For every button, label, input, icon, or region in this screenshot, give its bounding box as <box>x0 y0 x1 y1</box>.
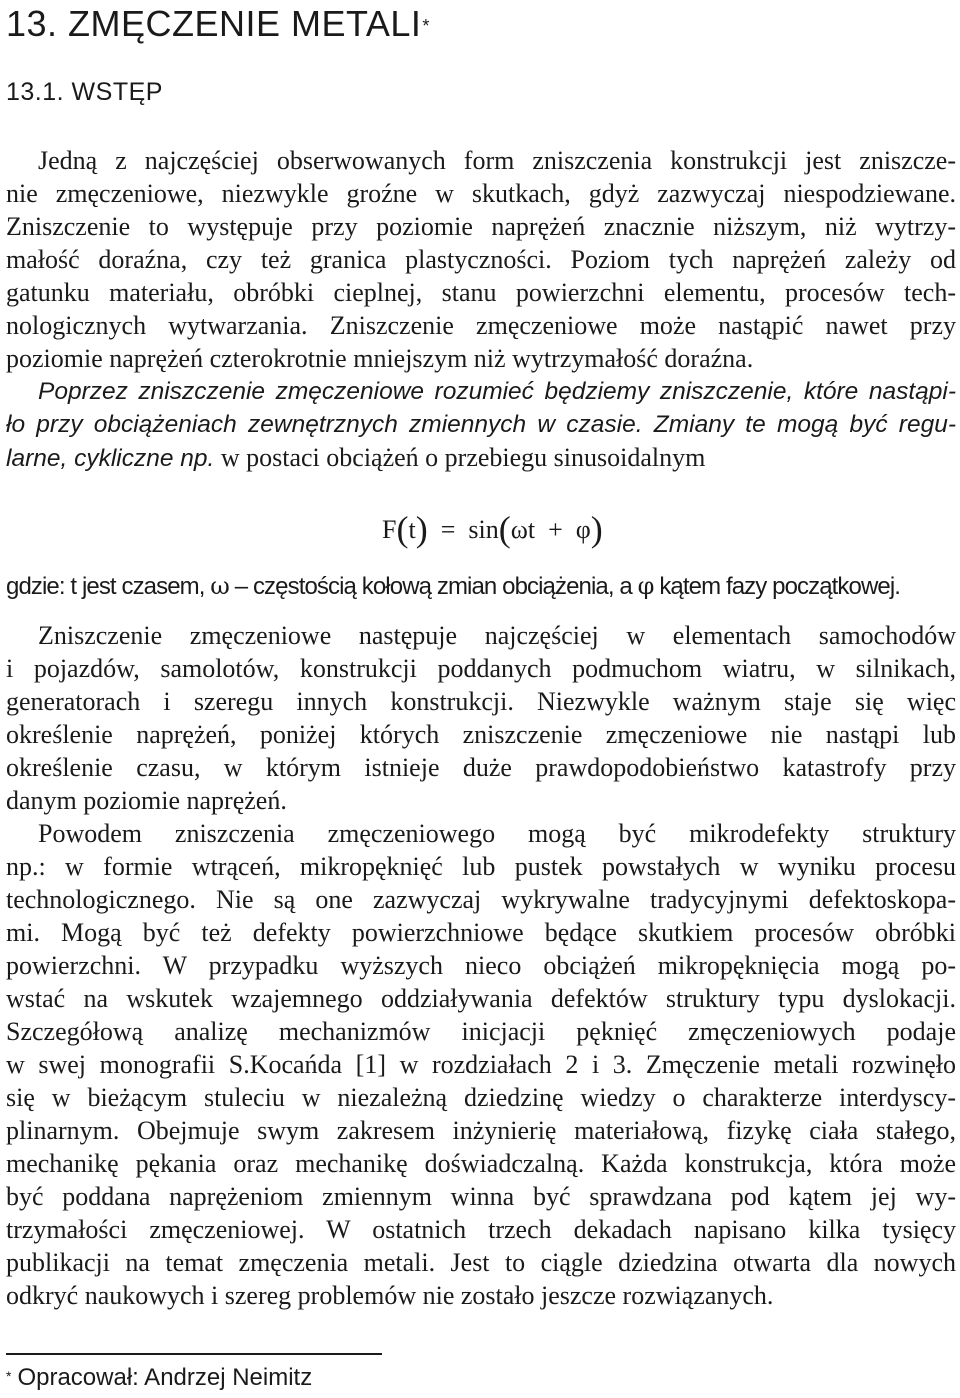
section-heading: 13.1. WSTĘP <box>6 78 163 106</box>
definition-paragraph <box>6 375 956 474</box>
formula-function-f: F <box>382 515 397 544</box>
formula-paren: ( <box>498 509 511 549</box>
formula-paren: ( <box>396 509 409 549</box>
definition-line: Poprzez zniszczenie zmęczeniowe rozumieć będziemy zniszczenie, które nastąpi- <box>38 378 956 405</box>
paragraph3-line: się w bieżącym stuleciu w niezależną dziedzinę wiedzy o charakterze interdyscy- <box>6 1083 956 1112</box>
legend-mid: – częstością kołową zmian obciążenia, a <box>228 573 638 600</box>
footnote <box>6 1362 312 1394</box>
paragraph2-line: Zniszczenie zmęczeniowe następuje najczęściej w elementach samochodów <box>38 621 956 650</box>
formula-sin: sin <box>468 515 499 544</box>
formula-equals: = <box>440 515 456 544</box>
paragraph3-line: Szczegółową analizę mechanizmów inicjacji pęknięć zmęczeniowych podaje <box>6 1017 956 1046</box>
paragraph3-line: trzymałości zmęczeniowej. W ostatnich trzech dekadach napisano kilka tysięcy <box>6 1215 956 1244</box>
footnote-reference-mark: * <box>422 16 430 36</box>
paragraph2-line: określenie czasu, w którym istnieje duże prawdopodobieństwo katastrofy przy <box>6 753 956 782</box>
intro-line: nie zmęczeniowe, niezwykle groźne w skutkach, gdyż zazwyczaj niespodziewane. <box>6 179 956 208</box>
formula-legend <box>6 568 956 604</box>
paragraph3-line: w swej monografii S.Kocańda [1] w rozdziałach 2 i 3. Zmęczenie metali rozwinęło <box>6 1050 956 1079</box>
paragraph2-line: generatorach i szeregu innych konstrukcji. Niezwykle ważnym staje się więc <box>6 687 956 716</box>
legend-phi-symbol: φ <box>637 572 654 600</box>
applications-paragraph <box>6 619 956 817</box>
intro-line: małość doraźna, czy też granica plastyczności. Poziom tych naprężeń zależy od <box>6 245 956 274</box>
paragraph2-line: danym poziomie naprężeń. <box>6 786 287 815</box>
paragraph3-line: Powodem zniszczenia zmęczeniowego mogą być mikrodefekty struktury <box>38 819 956 848</box>
footnote-text: Opracował: Andrzej Neimitz <box>17 1364 313 1391</box>
intro-line: gatunku materiału, obróbki cieplnej, stanu powierzchni elementu, procesów tech- <box>6 278 956 307</box>
paragraph3-line: technologicznego. Nie są one zazwyczaj wykrywalne tradycyjnymi defektoskopa- <box>6 885 956 914</box>
legend-suffix: kątem fazy początkowej. <box>653 573 901 600</box>
footnote-divider <box>6 1353 382 1355</box>
formula-paren: ) <box>590 509 603 549</box>
paragraph3-line: mi. Mogą być też defekty powierzchniowe będące skutkiem procesów obróbki <box>6 918 956 947</box>
causes-paragraph <box>6 817 956 1312</box>
formula-t: t <box>527 515 536 544</box>
intro-line: nologicznych wytwarzania. Zniszczenie zmęczeniowe może nastąpić nawet przy <box>6 311 956 340</box>
paragraph2-line: określenie naprężeń, poniżej których zniszczenie zmęczeniowe nie nastąpi lub <box>6 720 956 749</box>
intro-paragraph <box>6 144 956 375</box>
paragraph3-line: plinarnym. Obejmuje swym zakresem inżynierię materiałową, fizykę ciała stałego, <box>6 1116 956 1145</box>
intro-line: Zniszczenie to występuje przy poziomie naprężeń znacznie niższym, niż wytrzy- <box>6 212 956 241</box>
legend-omega-symbol: ω <box>210 572 229 600</box>
formula-omega: ω <box>510 515 528 544</box>
paragraph2-line: i pojazdów, samolotów, konstrukcji poddanych podmuchom wiatru, w silnikach, <box>6 654 956 683</box>
formula-plus: + <box>548 515 563 544</box>
definition-normal-fragment: w postaci obciążeń o przebiegu sinusoidalnym <box>214 443 706 472</box>
chapter-title-text: 13. ZMĘCZENIE METALI <box>6 3 422 44</box>
paragraph3-line: wstać na wskutek wzajemnego oddziaływania defektów struktury typu dyslokacji. <box>6 984 956 1013</box>
formula-paren: ) <box>415 509 428 549</box>
formula-phi: φ <box>575 515 591 544</box>
paragraph3-line: np.: w formie wtrąceń, mikropęknięć lub pustek powstałych w wyniku procesu <box>6 852 956 881</box>
definition-line-last <box>6 441 956 474</box>
footnote-mark: * <box>6 1368 12 1384</box>
definition-italic-fragment: larne, cykliczne np. <box>6 445 215 472</box>
chapter-title <box>6 2 430 46</box>
paragraph3-line: odkryć naukowych i szereg problemów nie zostało jeszcze rozwiązanych. <box>6 1281 774 1310</box>
legend-prefix: gdzie: t jest czasem, <box>6 573 211 600</box>
intro-line: poziomie naprężeń czterokrotnie mniejszym niż wytrzymałość doraźna. <box>6 344 754 373</box>
paragraph3-line: mechanikę pękania oraz mechanikę doświadczalną. Każda konstrukcja, która może <box>6 1149 956 1178</box>
paragraph3-line: publikacji na temat zmęczenia metali. Jest to ciągle dziedzina otwarta dla nowych <box>6 1248 956 1277</box>
paragraph3-line: powierzchni. W przypadku wyższych nieco obciążeń mikropęknięcia mogą po- <box>6 951 956 980</box>
intro-line: Jedną z najczęściej obserwowanych form zniszczenia konstrukcji jest zniszcze- <box>38 146 956 175</box>
formula-arg-t: t <box>408 515 416 544</box>
definition-line: ło przy obciążeniach zewnętrznych zmiennych w czasie. Zmiany te mogą być regu- <box>6 411 956 438</box>
paragraph3-line: być poddana naprężeniom zmiennym winna być sprawdzana pod kątem jej wy- <box>6 1182 956 1211</box>
sinusoid-formula <box>382 505 603 547</box>
